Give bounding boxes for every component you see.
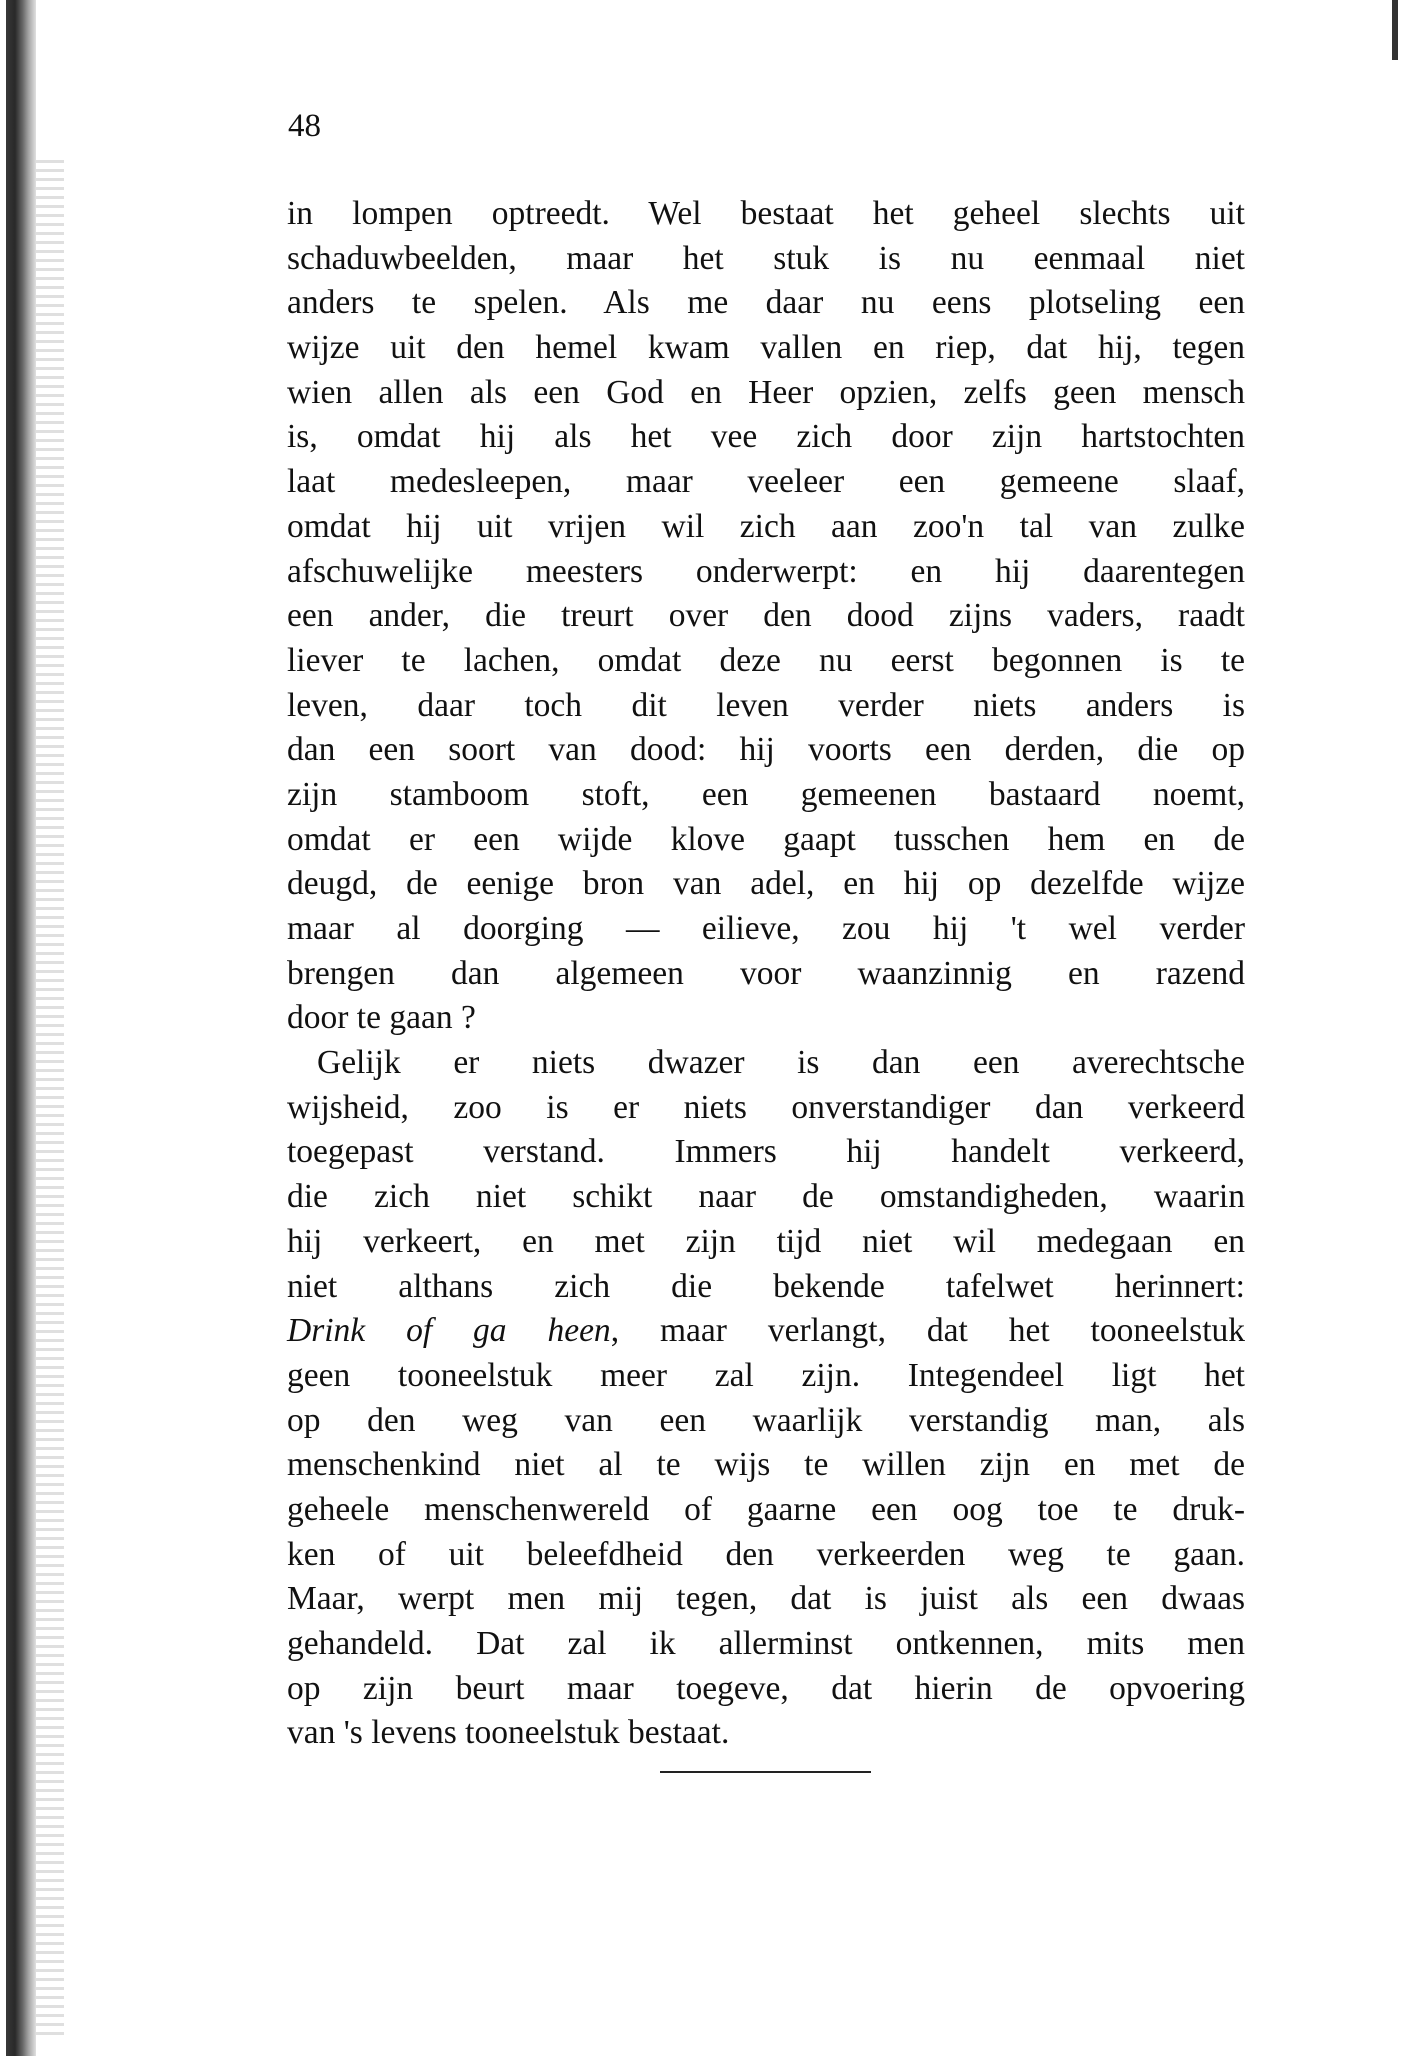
text-line [287,818,1245,863]
line-text: omdat er een wijde klove gaapt tusschen hem en de [287,820,1245,858]
text-line [287,728,1245,773]
line-text: afschuwelijke meesters onderwerpt: en hij daarentegen [287,552,1245,590]
text-line [287,1533,1245,1578]
line-text: die zich niet schikt naar de omstandigheden, waarin [287,1178,1245,1216]
scan-edge-mark [1392,0,1398,60]
line-text: schaduwbeelden, maar het stuk is nu eenmaal niet [287,239,1245,277]
line-text: wien allen als een God en Heer opzien, zelfs geen mensch [287,373,1245,411]
text-line [287,1041,1245,1086]
text-line [287,1130,1245,1175]
line-text: in lompen optreedt. Wel bestaat het geheel slechts uit [287,195,1245,232]
line-text: maar al doorging — eilieve, zou hij 't wel verder [287,910,1245,947]
text-line [287,505,1245,550]
text-line [287,550,1245,595]
text-line [287,1175,1245,1220]
page-number: 48 [288,108,321,144]
line-text: op den weg van een waarlijk verstandig man, als [287,1401,1245,1439]
text-line [287,237,1245,282]
line-text: brengen dan algemeen voor waanzinnig en razend [287,954,1245,992]
text-line [287,1443,1245,1488]
line-text: is, omdat hij als het vee zich door zijn hartstochten [287,418,1245,456]
text-line [287,952,1245,997]
line-text: Gelijk er niets dwazer is dan een averechtsche [317,1044,1245,1082]
line-text: Maar, werpt men mij tegen, dat is juist als een dwaas [287,1580,1245,1618]
line-text: door te gaan ? [287,999,476,1037]
text-line [287,281,1245,326]
text-line [287,1622,1245,1667]
text-line [287,862,1245,907]
text-line [287,1309,1245,1354]
line-text: hij verkeert, en met zijn tijd niet wil medegaan en [287,1222,1245,1260]
text-line [287,326,1245,371]
binding-shadow [36,160,64,2040]
text-line [287,1488,1245,1533]
text-line [287,1086,1245,1131]
text-line [287,460,1245,505]
line-text: geheele menschenwereld of gaarne een oog toe te druk- [287,1490,1245,1528]
body-text [287,192,1245,1756]
line-text: omdat hij uit vrijen wil zich aan zoo'n tal van zulke [287,507,1245,545]
line-text: dan een soort van dood: hij voorts een derden, die op [287,731,1245,769]
line-text: laat medesleepen, maar veeleer een gemeene slaaf, [287,463,1245,501]
text-line [287,684,1245,729]
text-line [287,594,1245,639]
book-binding-edge [6,0,36,2056]
line-text: een ander, die treurt over den dood zijns vaders, raadt [287,597,1245,635]
line-text: anders te spelen. Als me daar nu eens plotseling een [287,284,1245,322]
line-text: menschenkind niet al te wijs te willen zijn en met de [287,1446,1245,1484]
text-line [287,996,1245,1041]
line-text: niet althans zich die bekende tafelwet herinnert: [287,1267,1245,1305]
line-text: leven, daar toch dit leven verder niets anders is [287,686,1245,724]
line-text: , maar verlangt, dat het tooneelstuk [610,1312,1245,1350]
line-text: van 's levens tooneelstuk bestaat. [287,1714,730,1752]
section-end-rule [660,1771,871,1773]
text-line [287,907,1245,952]
text-line [287,415,1245,460]
text-line [287,1220,1245,1265]
text-line [287,371,1245,416]
line-text: toegepast verstand. Immers hij handelt verkeerd, [287,1133,1245,1171]
text-line [287,1577,1245,1622]
line-text: deugd, de eenige bron van adel, en hij op dezelfde wijze [287,865,1245,903]
text-line [287,1265,1245,1310]
line-text: ken of uit beleefdheid den verkeerden weg te gaan. [287,1535,1245,1573]
line-text: liever te lachen, omdat deze nu eerst begonnen is te [287,641,1245,679]
text-line [287,1399,1245,1444]
line-text: geen tooneelstuk meer zal zijn. Integendeel ligt het [287,1356,1245,1394]
text-line [287,773,1245,818]
text-line [287,1667,1245,1712]
line-text: op zijn beurt maar toegeve, dat hierin de opvoering [287,1669,1245,1707]
line-text: gehandeld. Dat zal ik allerminst ontkennen, mits men [287,1625,1245,1662]
text-line [287,639,1245,684]
text-line [287,1711,1245,1756]
text-line [287,1354,1245,1399]
line-text: wijze uit den hemel kwam vallen en riep, dat hij, tegen [287,329,1245,367]
line-text: wijsheid, zoo is er niets onverstandiger dan verkeerd [287,1088,1245,1126]
line-text: zijn stamboom stoft, een gemeenen bastaard noemt, [287,775,1245,813]
italic-phrase: Drink of ga heen [287,1312,611,1350]
text-line [287,192,1245,237]
